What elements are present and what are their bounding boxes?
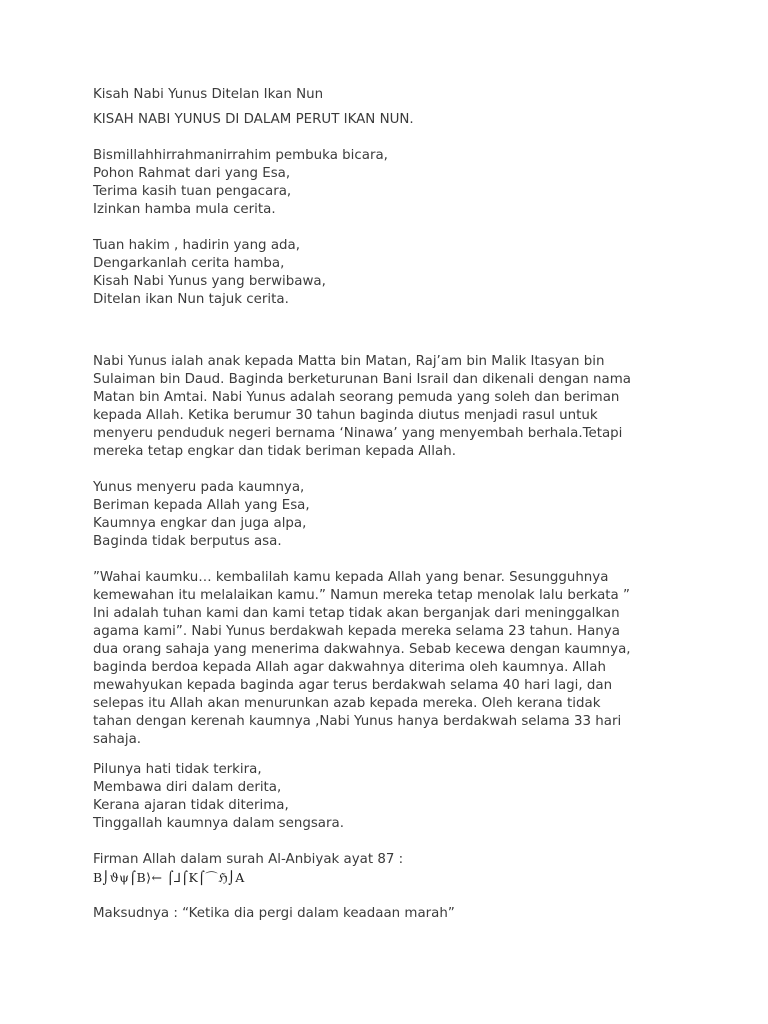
paragraph-line: mewahyukan kepada baginda agar terus berdakwah selama 40 hari lagi, dan: [93, 678, 613, 693]
paragraph-line: Ini adalah tuhan kami dan kami tetap tidak akan berganjak dari meninggalkan: [93, 606, 620, 621]
paragraph-line: ”Wahai kaumku… kembalilah kamu kepada Allah yang benar. Sesungguhnya: [93, 570, 609, 585]
paragraph-line: selepas itu Allah akan menurunkan azab kepada mereka. Oleh kerana tidak: [93, 696, 601, 711]
stanza-line: Kaumnya engkar dan juga alpa,: [93, 516, 307, 531]
stanza-line: Pohon Rahmat dari yang Esa,: [93, 166, 291, 181]
paragraph-line: tahan dengan kerenah kaumnya ,Nabi Yunus hanya berdakwah selama 33 hari: [93, 714, 622, 729]
paragraph-line: kemewahan itu melalaikan kamu.” Namun mereka tetap menolak lalu berkata ”: [93, 588, 630, 603]
paragraph-line: mereka tetap engkar dan tidak beriman kepada Allah.: [93, 444, 456, 459]
stanza-line: Tuan hakim , hadirin yang ada,: [93, 238, 300, 253]
paragraph-1: [93, 353, 693, 461]
stanza-line: Tinggallah kaumnya dalam sengsara.: [93, 816, 344, 831]
document-heading: KISAH NABI YUNUS DI DALAM PERUT IKAN NUN.: [93, 112, 414, 127]
stanza-line: Kerana ajaran tidak diterima,: [93, 798, 289, 813]
paragraph-line: Matan bin Amtai. Nabi Yunus adalah seorang pemuda yang soleh dan beriman: [93, 390, 620, 405]
stanza-line: Izinkan hamba mula cerita.: [93, 202, 276, 217]
stanza-1: [93, 147, 693, 219]
stanza-line: Beriman kepada Allah yang Esa,: [93, 498, 310, 513]
paragraph-line: agama kami”. Nabi Yunus berdakwah kepada mereka selama 23 tahun. Hanya: [93, 624, 620, 639]
paragraph-line: Nabi Yunus ialah anak kepada Matta bin Matan, Raj’am bin Malik Itasyan bin: [93, 354, 605, 369]
maksudnya-line: Maksudnya : “Ketika dia pergi dalam keadaan marah”: [93, 906, 455, 921]
paragraph-2: [93, 569, 693, 749]
stanza-line: Ditelan ikan Nun tajuk cerita.: [93, 292, 289, 307]
stanza-line: Pilunya hati tidak terkira,: [93, 762, 262, 777]
arabic-verse-garbled: B⌡ϑψ⌠B⟩← ⌠⅃⌠K⌠⌒ℌ⌡A: [93, 870, 245, 885]
stanza-line: Bismillahhirrahmanirrahim pembuka bicara,: [93, 148, 388, 163]
paragraph-line: Sulaiman bin Daud. Baginda berketurunan Bani Israil dan dikenali dengan nama: [93, 372, 631, 387]
paragraph-line: sahaja.: [93, 732, 142, 747]
stanza-2: [93, 237, 693, 309]
stanza-line: Yunus menyeru pada kaumnya,: [93, 480, 305, 495]
paragraph-line: kepada Allah. Ketika berumur 30 tahun baginda diutus menjadi rasul untuk: [93, 408, 598, 423]
stanza-line: Baginda tidak berputus asa.: [93, 534, 282, 549]
firman-line: Firman Allah dalam surah Al-Anbiyak ayat 87 :: [93, 852, 404, 867]
document-page: [93, 86, 693, 923]
stanza-line: Terima kasih tuan pengacara,: [93, 184, 292, 199]
stanza-line: Dengarkanlah cerita hamba,: [93, 256, 285, 271]
stanza-3: [93, 479, 693, 551]
stanza-line: Kisah Nabi Yunus yang berwibawa,: [93, 274, 326, 289]
document-title: Kisah Nabi Yunus Ditelan Ikan Nun: [93, 87, 324, 102]
stanza-line: Membawa diri dalam derita,: [93, 780, 282, 795]
paragraph-line: baginda berdoa kepada Allah agar dakwahnya diterima oleh kaumnya. Allah: [93, 660, 606, 675]
stanza-4: [93, 761, 693, 833]
paragraph-line: menyeru penduduk negeri bernama ‘Ninawa’ yang menyembah berhala.Tetapi: [93, 426, 623, 441]
paragraph-line: dua orang sahaja yang menerima dakwahnya. Sebab kecewa dengan kaumnya,: [93, 642, 631, 657]
